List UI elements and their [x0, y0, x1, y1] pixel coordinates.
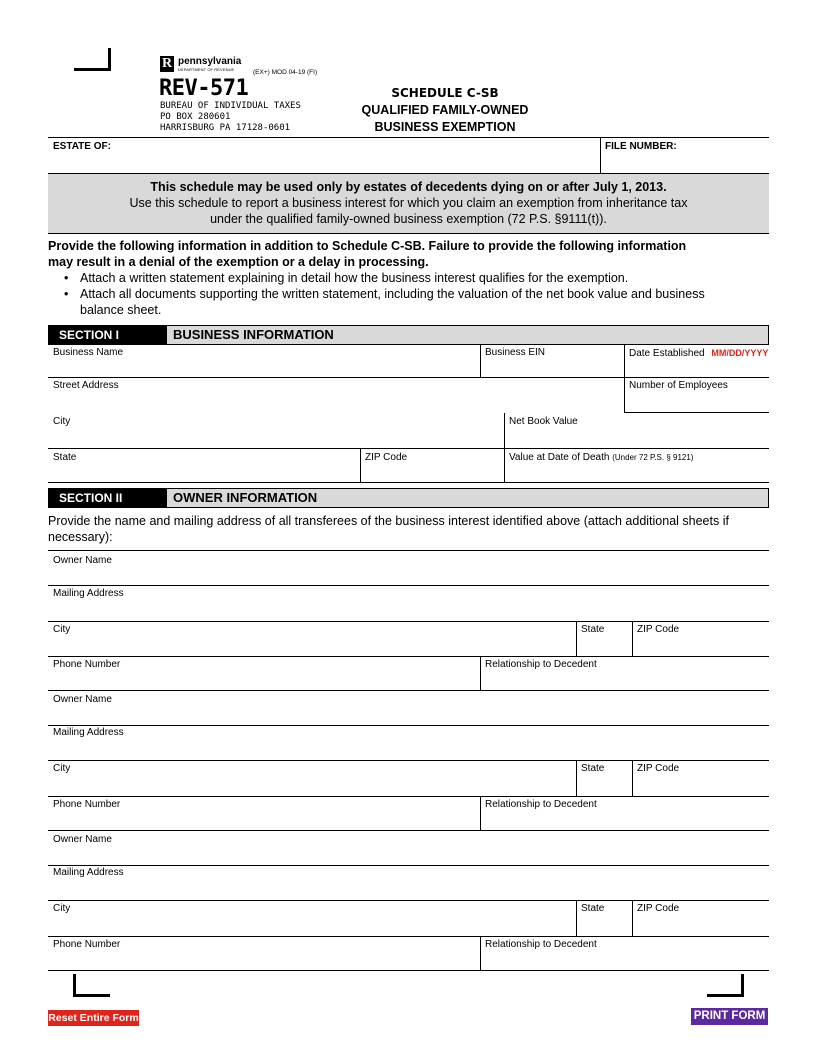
- divider: [48, 377, 769, 378]
- phone-number-field[interactable]: Phone Number: [53, 659, 121, 670]
- estate-of-field[interactable]: ESTATE OF:: [53, 141, 111, 152]
- title-line-2: QUALIFIED FAMILY-OWNED: [361, 103, 529, 117]
- divider: [632, 760, 633, 796]
- owner-name-field[interactable]: Owner Name: [53, 834, 112, 845]
- zip-code-field[interactable]: ZIP Code: [365, 452, 408, 463]
- relationship-field[interactable]: Relationship to Decedent: [485, 659, 597, 670]
- number-of-employees-field[interactable]: Number of Employees: [629, 380, 728, 391]
- instructions: [48, 238, 708, 318]
- owner-zip-field[interactable]: ZIP Code: [637, 903, 680, 914]
- divider: [48, 550, 769, 551]
- divider: [48, 482, 769, 483]
- state-field[interactable]: State: [53, 452, 77, 463]
- divider: [48, 900, 769, 901]
- relationship-field[interactable]: Relationship to Decedent: [485, 939, 597, 950]
- divider: [48, 585, 769, 586]
- divider: [576, 760, 577, 796]
- street-address-field[interactable]: Street Address: [53, 380, 119, 391]
- owner-name-field[interactable]: Owner Name: [53, 555, 112, 566]
- divider: [48, 830, 769, 831]
- banner-line-1: This schedule may be used only by estates of decedents dying on or after July 1, 2013.: [150, 180, 667, 194]
- divider: [48, 865, 769, 866]
- owner-city-field[interactable]: City: [53, 624, 71, 635]
- keystone-icon: R: [161, 56, 173, 71]
- value-at-death-note: (Under 72 P.S. § 9121): [612, 453, 694, 462]
- owner-state-field[interactable]: State: [581, 624, 605, 635]
- divider: [48, 725, 769, 726]
- reset-form-button[interactable]: Reset Entire Form: [48, 1012, 139, 1024]
- instructions-list: [64, 270, 708, 318]
- owner-zip-field[interactable]: ZIP Code: [637, 624, 680, 635]
- divider: [480, 936, 481, 970]
- section-2-intro: Provide the name and mailing address of all transferees of the business interest identified above (attach additional sheets if necessary):: [48, 514, 729, 544]
- banner-line-2: Use this schedule to report a business interest for which you claim an exemption from inheritance tax: [129, 196, 688, 210]
- divider: [48, 448, 769, 449]
- owner-zip-field[interactable]: ZIP Code: [637, 763, 680, 774]
- owner-city-field[interactable]: City: [53, 903, 71, 914]
- divider: [48, 760, 769, 761]
- relationship-field[interactable]: Relationship to Decedent: [485, 799, 597, 810]
- instruction-item: • Attach all documents supporting the written statement, including the valuation of the net book value and business balance sheet.: [64, 286, 708, 318]
- divider: [48, 621, 769, 622]
- section-2-tag: SECTION II: [49, 489, 167, 507]
- logo-department-name: DEPARTMENT OF REVENUE: [178, 67, 235, 72]
- instruction-item: • Attach a written statement explaining in detail how the business interest qualifies for the exemption.: [64, 270, 708, 286]
- title-line-1: SCHEDULE C-SB: [391, 86, 499, 100]
- date-format-hint: MM/DD/YYYY: [711, 348, 769, 358]
- value-at-death-label: Value at Date of Death: [509, 452, 610, 463]
- business-ein-field[interactable]: Business EIN: [485, 347, 546, 358]
- mailing-address-field[interactable]: Mailing Address: [53, 727, 124, 738]
- bureau-address: [160, 101, 301, 134]
- business-name-field[interactable]: Business Name: [53, 347, 124, 358]
- schedule-title: [340, 85, 550, 136]
- divider: [480, 345, 481, 378]
- banner-line-3: under the qualified family-owned business exemption (72 P.S. §9111(t)).: [210, 212, 607, 226]
- owner-state-field[interactable]: State: [581, 903, 605, 914]
- divider: [624, 345, 625, 413]
- owner-city-field[interactable]: City: [53, 763, 71, 774]
- section-2-header: [48, 488, 769, 508]
- logo-state-name: pennsylvania: [178, 56, 242, 67]
- divider: [48, 137, 769, 138]
- divider: [48, 970, 769, 971]
- print-form-button[interactable]: PRINT FORM: [691, 1008, 768, 1025]
- date-established-label: Date Established: [629, 348, 705, 359]
- mailing-address-field[interactable]: Mailing Address: [53, 588, 124, 599]
- bureau-line: BUREAU OF INDIVIDUAL TAXES: [160, 101, 301, 111]
- phone-number-field[interactable]: Phone Number: [53, 939, 121, 950]
- value-at-death-field[interactable]: [509, 452, 693, 464]
- section-1-tag: SECTION I: [49, 326, 167, 344]
- net-book-value-field[interactable]: Net Book Value: [509, 416, 578, 427]
- owner-name-field[interactable]: Owner Name: [53, 694, 112, 705]
- section-1-title: BUSINESS INFORMATION: [173, 327, 334, 342]
- date-established-field[interactable]: [629, 347, 768, 360]
- section-2-title: OWNER INFORMATION: [173, 490, 318, 505]
- owner-state-field[interactable]: State: [581, 763, 605, 774]
- section-1-header: [48, 325, 769, 345]
- phone-number-field[interactable]: Phone Number: [53, 799, 121, 810]
- divider: [360, 448, 361, 483]
- registration-mark-bottom-right: [707, 974, 744, 997]
- form-number: REV-571: [159, 76, 249, 101]
- department-logo: [160, 54, 260, 74]
- divider: [48, 936, 769, 937]
- city-field[interactable]: City: [53, 416, 71, 427]
- registration-mark-bottom-left: [73, 974, 110, 997]
- title-line-3: BUSINESS EXEMPTION: [374, 120, 516, 134]
- eligibility-banner: [48, 173, 769, 234]
- divider: [600, 137, 601, 173]
- divider: [48, 690, 769, 691]
- divider: [48, 656, 769, 657]
- form-version: (EX+) MOD 04-19 (FI): [253, 69, 318, 76]
- bureau-line: PO BOX 280601: [160, 112, 231, 122]
- file-number-field[interactable]: FILE NUMBER:: [605, 141, 677, 152]
- bureau-line: HARRISBURG PA 17128-0601: [160, 123, 291, 133]
- divider: [576, 900, 577, 936]
- divider: [624, 412, 769, 413]
- divider: [632, 621, 633, 656]
- divider: [48, 796, 769, 797]
- divider: [576, 621, 577, 656]
- divider: [480, 656, 481, 691]
- divider: [480, 796, 481, 830]
- mailing-address-field[interactable]: Mailing Address: [53, 867, 124, 878]
- divider: [632, 900, 633, 936]
- instructions-intro: Provide the following information in addition to Schedule C-SB. Failure to provide the following information may result in a denial of the exemption or a delay in processing.: [48, 239, 687, 269]
- registration-mark-top-left: [74, 48, 111, 71]
